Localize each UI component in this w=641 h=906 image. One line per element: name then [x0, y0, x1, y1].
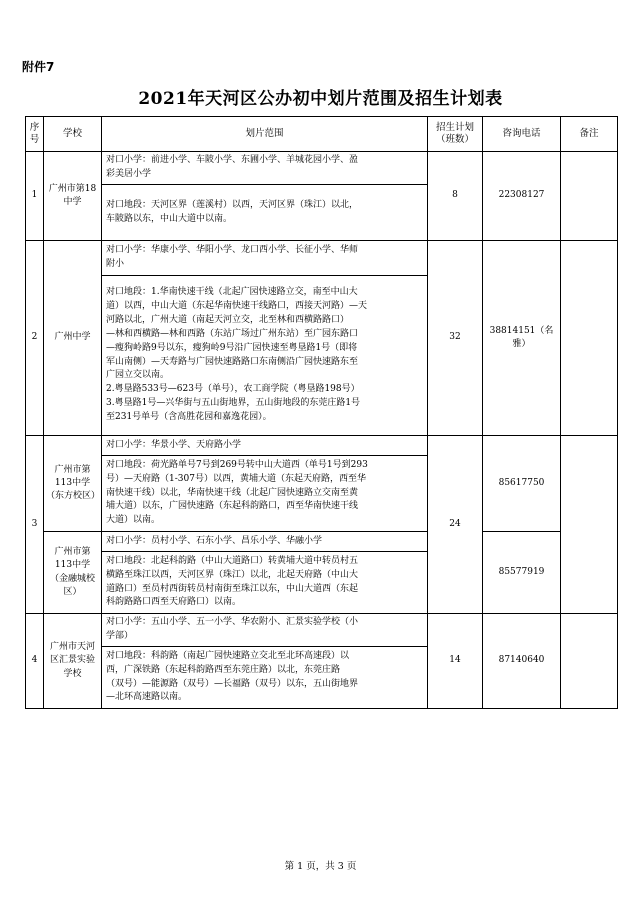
page-footer: 第 1 页，共 3 页	[284, 861, 357, 872]
plan-cell: 32	[428, 241, 483, 436]
seq-cell: 3	[26, 436, 44, 614]
header-seq: 序号	[26, 117, 44, 152]
plan-cell: 24	[428, 436, 483, 614]
note-cell	[561, 241, 618, 436]
table-row	[26, 241, 618, 276]
seq-cell: 1	[26, 152, 44, 241]
header-note: 备注	[561, 117, 618, 152]
note-cell	[561, 436, 618, 614]
plan-cell: 8	[428, 152, 483, 241]
school-cell: 广州市天河区汇景实验学校	[44, 614, 102, 709]
phone-cell: 38814151（名雅）	[483, 241, 561, 436]
phone-cell: 85577919	[483, 532, 561, 614]
area-cell: 对口地段：天河区界（莲溪村）以西，天河区界（珠江）以北， 车陂路以东，中山大道中以南。	[102, 185, 428, 241]
page-title: 2021年天河区公办初中划片范围及招生计划表	[138, 89, 503, 109]
plan-cell: 14	[428, 614, 483, 709]
school-cell: 广州市第18中学	[44, 152, 102, 241]
table-row	[26, 152, 618, 185]
primary-schools-cell: 对口小学：五山小学、五一小学、华农附小、汇景实验学校（小 学部）	[102, 614, 428, 647]
header-row	[26, 117, 618, 152]
seq-cell: 4	[26, 614, 44, 709]
school-cell: 广州市第113中学（金融城校区）	[44, 532, 102, 614]
area-cell: 对口地段：1.华南快速干线（北起广园快速路立交，南至中山大 道）以西，中山大道（东起华南快速干线路口，西接天河路）—天 河路以北，广州大道（南起天河立交，北至林和西横路路口） —林和西横路—林和西路（东站广场过广州东站）至广园东路口 —瘦狗岭路9号以东，瘦狗岭9号沿广园快速至粤垦路1号（即将 军山南侧）—天寿路与广园快速路路口东南侧沿广园快速路东至 广园立交以南。 2.粤垦路533号—623号（单号），农工商学院（粤垦路198号） 3.粤垦路1号—兴华街与五山街地界，五山街地段的东莞庄路1号 至231号单号（含高胜花园和嘉逸花园）。	[102, 276, 428, 436]
enrollment-plan-table	[25, 116, 618, 709]
school-cell: 广州市第113中学（东方校区）	[44, 436, 102, 532]
area-cell: 对口地段：荷光路单号7号到269号转中山大道西（单号1号到293 号）—天府路（1-307号）以西，黄埔大道（东起天府路，西至华 南快速干线）以北，华南快速干线（北起广园快速路立交南至黄 埔大道）以东，广园快速路（东起科韵路口，西至华南快速干线 大道）以南。	[102, 456, 428, 532]
primary-schools-cell: 对口小学：员村小学、石东小学、昌乐小学、华融小学	[102, 532, 428, 552]
phone-cell: 85617750	[483, 436, 561, 532]
table-row	[26, 532, 618, 552]
primary-schools-cell: 对口小学：前进小学、车陂小学、东圃小学、羊城花园小学、盈 彩美居小学	[102, 152, 428, 185]
header-school: 学校	[44, 117, 102, 152]
primary-schools-cell: 对口小学：华景小学、天府路小学	[102, 436, 428, 456]
table-row	[26, 436, 618, 456]
header-scope: 划片范围	[102, 117, 428, 152]
phone-cell: 22308127	[483, 152, 561, 241]
phone-cell: 87140640	[483, 614, 561, 709]
primary-schools-cell: 对口小学：华康小学、华阳小学、龙口西小学、长征小学、华师 附小	[102, 241, 428, 276]
table-row	[26, 614, 618, 647]
note-cell	[561, 614, 618, 709]
header-phone: 咨询电话	[483, 117, 561, 152]
attachment-label: 附件7	[22, 60, 55, 74]
header-plan: 招生计划（班数）	[428, 117, 483, 152]
note-cell	[561, 152, 618, 241]
school-cell: 广州中学	[44, 241, 102, 436]
area-cell: 对口地段：北起科韵路（中山大道路口）转黄埔大道中转员村五 横路至珠江以西，天河区界（珠江）以北，北起天府路（中山大 道路口）至员村西街转员村南街至珠江以东，中山大道西（东起 科韵路路口西至天府路口）以南。	[102, 552, 428, 614]
seq-cell: 2	[26, 241, 44, 436]
area-cell: 对口地段：科韵路（南起广园快速路立交北至北环高速段）以 西，广深铁路（东起科韵路西至东莞庄路）以北，东莞庄路 （双号）—能源路（双号）—长福路（双号）以东，五山街地界 —北环高速路以南。	[102, 647, 428, 709]
